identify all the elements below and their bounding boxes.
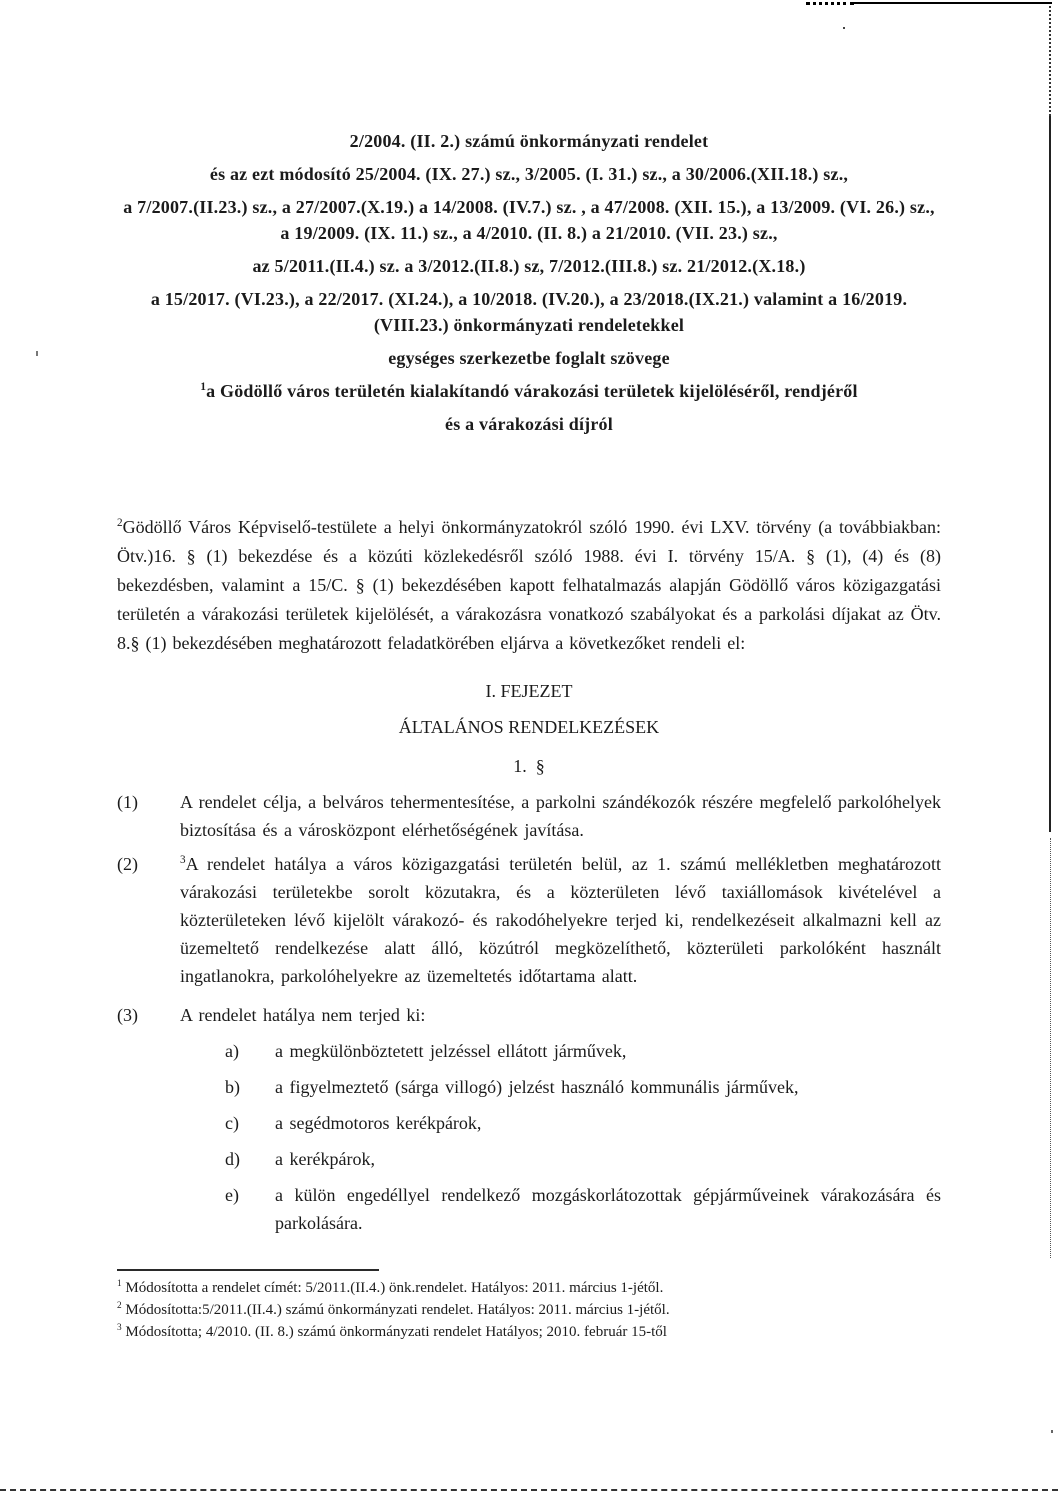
footnote-1 [117, 1277, 941, 1299]
amendments-line-2: a 7/2007.(II.23.) sz., a 27/2007.(X.19.) a 14/2008. (IV.7.) sz. , a 47/2008. (XII. 15.), a 13/2009. (VI. 26.) sz., a 19/2009. (IX. 11.) sz., a 4/2010. (II. 8.) a 21/2010. (VII. 23.) sz., [123, 197, 935, 243]
footnote-2-marker: 2 [117, 1301, 122, 1311]
list-item-d-text: a kerékpárok, [275, 1149, 375, 1169]
footnote-ref-1: 1 [200, 381, 207, 393]
paragraph-2 [117, 850, 941, 990]
list-item-a-letter: a) [225, 1041, 239, 1061]
footnote-2-text: Módosította:5/2011.(II.4.) számú önkormányzati rendelet. Hatályos: 2011. március 1-jétől. [125, 1302, 670, 1318]
footnote-separator-rule [117, 1269, 379, 1271]
list-item-c [225, 1109, 941, 1137]
amendments-line-1: és az ezt módosító 25/2004. (IX. 27.) sz., 3/2005. (I. 31.) sz., a 30/2006.(XII.18.) sz., [209, 164, 849, 184]
footnote-ref-2: 2 [117, 517, 123, 529]
paragraph-2-number: (2) [117, 854, 138, 874]
scan-artifact-top-dotted-line [806, 2, 854, 5]
list-item-e [225, 1181, 941, 1237]
scan-artifact-top-solid-line [852, 2, 1052, 4]
paragraph-2-body: A rendelet hatálya a város közigazgatási területén belül, az 1. számú mellékletben meghatározott várakozási területekbe sorolt közutakra, és a közterületen lévő taxiállomások kivételével a közterületeken lévő kijelölt várakozó- és rakodóhelyekre terjed ki, rendelkezéseit alkalmazni kell az üzemeltető rendelkezése alatt álló, közútról megközelíthető, közterületi parkolóként használt ingatlanokra, parkolóhelyekre az üzemeltetés időtartama alatt. [180, 854, 941, 986]
chapter-heading: I. FEJEZET [485, 681, 573, 701]
list-item-c-letter: c) [225, 1113, 239, 1133]
amendments-line-3: az 5/2011.(II.4.) sz. a 3/2012.(II.8.) sz, 7/2012.(III.8.) sz. 21/2012.(X.18.) [252, 256, 806, 276]
footnote-1-text: Módosította a rendelet címét: 5/2011.(II.4.) önk.rendelet. Hatályos: 2011. március 1-jétől. [125, 1280, 664, 1296]
list-item-c-text: a segédmotoros kerékpárok, [275, 1113, 482, 1133]
list-item-b-text: a figyelmeztető (sárga villogó) jelzést használó kommunális járművek, [275, 1077, 799, 1097]
scan-artifact-right-edge-line [1049, 116, 1051, 832]
list-item-d [225, 1145, 941, 1173]
decree-subject-text: a Gödöllő város területén kialakítandó várakozási területek kijelöléséről, rendjéről [206, 381, 858, 401]
scan-artifact-speck [1051, 1430, 1053, 1433]
paragraph-3-text: A rendelet hatálya nem terjed ki: [180, 1005, 426, 1025]
title-block [117, 128, 941, 437]
footnote-3-marker: 3 [117, 1323, 122, 1333]
document-content [117, 128, 941, 1343]
footnotes-block [117, 1277, 941, 1343]
footnote-1-marker: 1 [117, 1279, 122, 1289]
paragraph-1-number: (1) [117, 792, 138, 812]
decree-subject-line-1 [117, 378, 941, 404]
scan-artifact-bottom-dotted-line [0, 1489, 1058, 1491]
list-item-b-letter: b) [225, 1077, 240, 1097]
footnote-3-text: Módosította; 4/2010. (II. 8.) számú önkormányzati rendelet Hatályos; 2010. február 15-től [125, 1324, 667, 1340]
paragraph-3 [117, 1001, 941, 1029]
decree-subject-line-2: és a várakozási díjról [445, 414, 613, 434]
list-item-d-letter: d) [225, 1149, 240, 1169]
list-item-a-text: a megkülönböztetett jelzéssel ellátott járművek, [275, 1041, 627, 1061]
consolidated-text-line: egységes szerkezetbe foglalt szövege [388, 348, 670, 368]
preamble-paragraph [117, 513, 941, 658]
list-item-a [225, 1037, 941, 1065]
preamble-text: Gödöllő Város Képviselő-testülete a helyi önkormányzatokról szóló 1990. évi LXV. törvény (a továbbiakban: Ötv.)16. § (1) bekezdése és a közúti közlekedésről szóló 1988. évi I. törvény 15/A. § (1), (4) és (8) bekezdésben, valamint a 15/C. § (1) bekezdésében kapott felhatalmazás alapján Gödöllő város közigazgatási területén a várakozási területek kijelölését, a várakozásra vonatkozó szabályokat és a parkolási díjakat az Ötv. 8.§ (1) bekezdésében meghatározott feladatkörében eljárva a következőket rendeli el: [117, 517, 941, 653]
amendments-line-4: a 15/2017. (VI.23.), a 22/2017. (XI.24.), a 10/2018. (IV.20.), a 23/2018.(IX.21.) valamint a 16/2019.(VIII.23.) önkormányzati rendeletekkel [150, 289, 908, 335]
paragraph-1-text: A rendelet célja, a belváros tehermentesítése, a parkolni szándékozók részére megfelelő parkolóhelyek biztosítása és a városközpont elérhetőségének javítása. [180, 792, 941, 840]
paragraph-2-text [180, 850, 941, 990]
scan-artifact-right-edge-dots-top [1049, 6, 1051, 116]
scan-artifact-speck [36, 351, 38, 356]
paragraph-3-number: (3) [117, 1005, 138, 1025]
footnote-2 [117, 1299, 941, 1321]
list-item-e-letter: e) [225, 1185, 239, 1205]
scan-artifact-right-edge-dots-bottom [1050, 838, 1051, 1258]
list-item-b [225, 1073, 941, 1101]
scan-artifact-speck [843, 27, 845, 29]
section-number: 1. § [513, 756, 545, 776]
footnote-3 [117, 1321, 941, 1343]
paragraph-1 [117, 788, 941, 844]
footnote-ref-3: 3 [180, 854, 186, 866]
chapter-title: ÁLTALÁNOS RENDELKEZÉSEK [398, 717, 660, 737]
list-item-e-text: a külön engedéllyel rendelkező mozgáskorlátozottak gépjárműveinek várakozására és parkolására. [275, 1185, 941, 1233]
decree-number-title: 2/2004. (II. 2.) számú önkormányzati rendelet [349, 131, 709, 151]
